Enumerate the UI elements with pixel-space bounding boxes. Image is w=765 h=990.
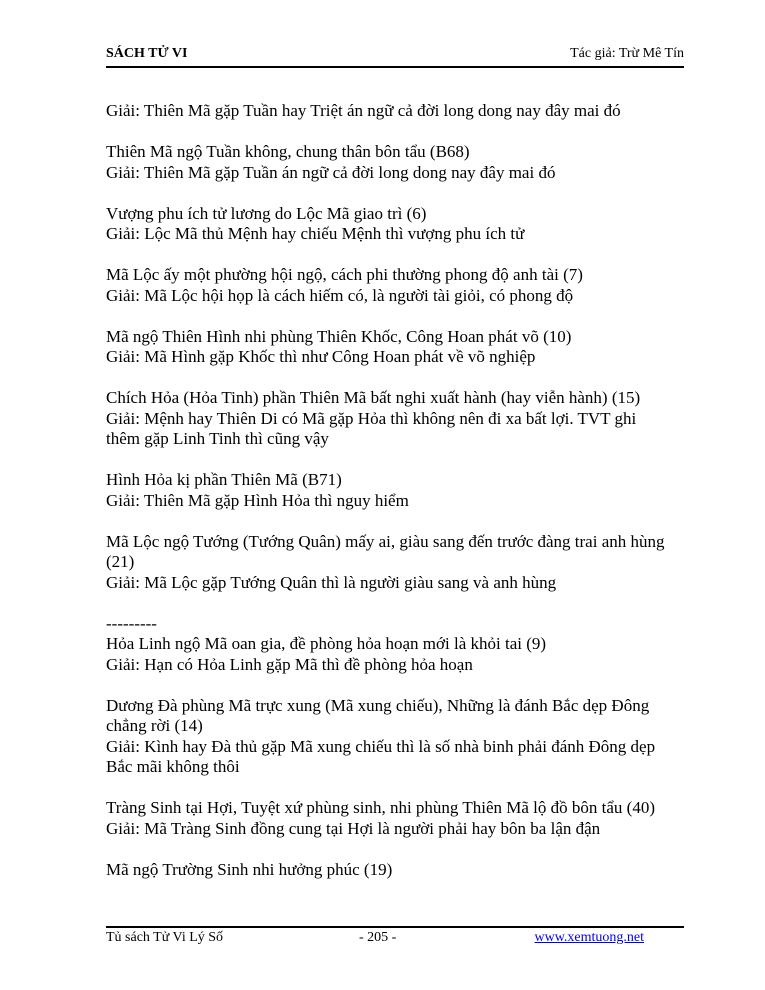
paragraph: [106, 696, 686, 778]
text-line: Giải: Thiên Mã gặp Tuần án ngữ cả đời long dong nay đây mai đó: [106, 162, 556, 182]
text-line: Mã Lộc ngộ Tướng (Tướng Quân) mấy ai, giàu sang đến trước đàng trai anh hùng: [106, 531, 665, 551]
text-line: chẳng rời (14): [106, 716, 203, 735]
text-line: Giải: Mệnh hay Thiên Di có Mã gặp Hỏa thì không nên đi xa bất lợi. TVT ghi: [106, 408, 637, 428]
text-line: Giải: Hạn có Hỏa Linh gặp Mã thì đề phòng hỏa hoạn: [106, 654, 473, 674]
text-line: Hỏa Linh ngộ Mã oan gia, đề phòng hỏa hoạn mới là khỏi tai (9): [106, 634, 547, 653]
text-line: Tràng Sinh tại Hợi, Tuyệt xứ phùng sinh, nhi phùng Thiên Mã lộ đồ bôn tẩu (40): [106, 798, 655, 817]
text-line: Giải: Thiên Mã gặp Tuần hay Triệt án ngữ cả đời long dong nay đây mai đó: [106, 101, 621, 120]
text-line: Dương Đà phùng Mã trực xung (Mã xung chiếu), Những là đánh Bắc dẹp Đông: [106, 695, 650, 715]
page-footer: [106, 926, 684, 948]
paragraph: [106, 101, 686, 122]
page-header: [106, 44, 684, 68]
paragraph: [106, 142, 686, 183]
text-line: Thiên Mã ngộ Tuần không, chung thân bôn tẩu (B68): [106, 142, 470, 161]
text-line: Giải: Thiên Mã gặp Hình Hỏa thì nguy hiểm: [106, 490, 409, 510]
text-line: thêm gặp Linh Tinh thì cũng vậy: [106, 429, 329, 448]
text-line: ---------: [106, 613, 157, 633]
author-label: Tác giả: Trừ Mê Tín: [570, 46, 684, 61]
page-number: - 205 -: [359, 930, 397, 945]
paragraph: [106, 470, 686, 511]
text-line: Giải: Mã Tràng Sinh đồng cung tại Hợi là người phải hay bôn ba lận đận: [106, 818, 601, 838]
paragraph: [106, 327, 686, 368]
paragraph: [106, 204, 686, 245]
text-line: Mã ngộ Thiên Hình nhi phùng Thiên Khốc, Công Hoan phát võ (10): [106, 326, 572, 346]
text-line: Giải: Mã Hình gặp Khốc thì như Công Hoan phát về võ nghiệp: [106, 347, 536, 366]
paragraph: [106, 388, 686, 450]
text-line: Mã ngộ Trường Sinh nhi hưởng phúc (19): [106, 859, 393, 879]
website-link[interactable]: www.xemtuong.net: [534, 930, 644, 945]
text-line: Chích Hỏa (Hỏa Tinh) phần Thiên Mã bất nghi xuất hành (hay viễn hành) (15): [106, 388, 641, 407]
paragraph: [106, 860, 686, 881]
paragraph: [106, 614, 686, 676]
text-line: Hình Hỏa kị phần Thiên Mã (B71): [106, 470, 342, 489]
text-line: Vượng phu ích tử lương do Lộc Mã giao trì (6): [106, 203, 427, 223]
paragraph: [106, 265, 686, 306]
text-line: Giải: Lộc Mã thủ Mệnh hay chiếu Mệnh thì vượng phu ích tử: [106, 224, 525, 243]
text-line: Bắc mãi không thôi: [106, 757, 240, 776]
text-line: Giải: Mã Lộc gặp Tướng Quân thì là người giàu sang và anh hùng: [106, 572, 557, 592]
series-title: Tủ sách Tử Vi Lý Số: [106, 930, 224, 945]
paragraph: [106, 532, 686, 594]
paragraph: [106, 798, 686, 839]
page-body: [106, 101, 686, 901]
text-line: (21): [106, 552, 135, 571]
text-line: Giải: Mã Lộc hội họp là cách hiếm có, là người tài giỏi, có phong độ: [106, 285, 574, 305]
text-line: Mã Lộc ấy một phường hội ngộ, cách phi thường phong độ anh tài (7): [106, 265, 583, 284]
text-line: Giải: Kình hay Đà thủ gặp Mã xung chiếu thì là số nhà binh phải đánh Đông dẹp: [106, 736, 656, 756]
book-title: SÁCH TỬ VI: [106, 46, 188, 61]
